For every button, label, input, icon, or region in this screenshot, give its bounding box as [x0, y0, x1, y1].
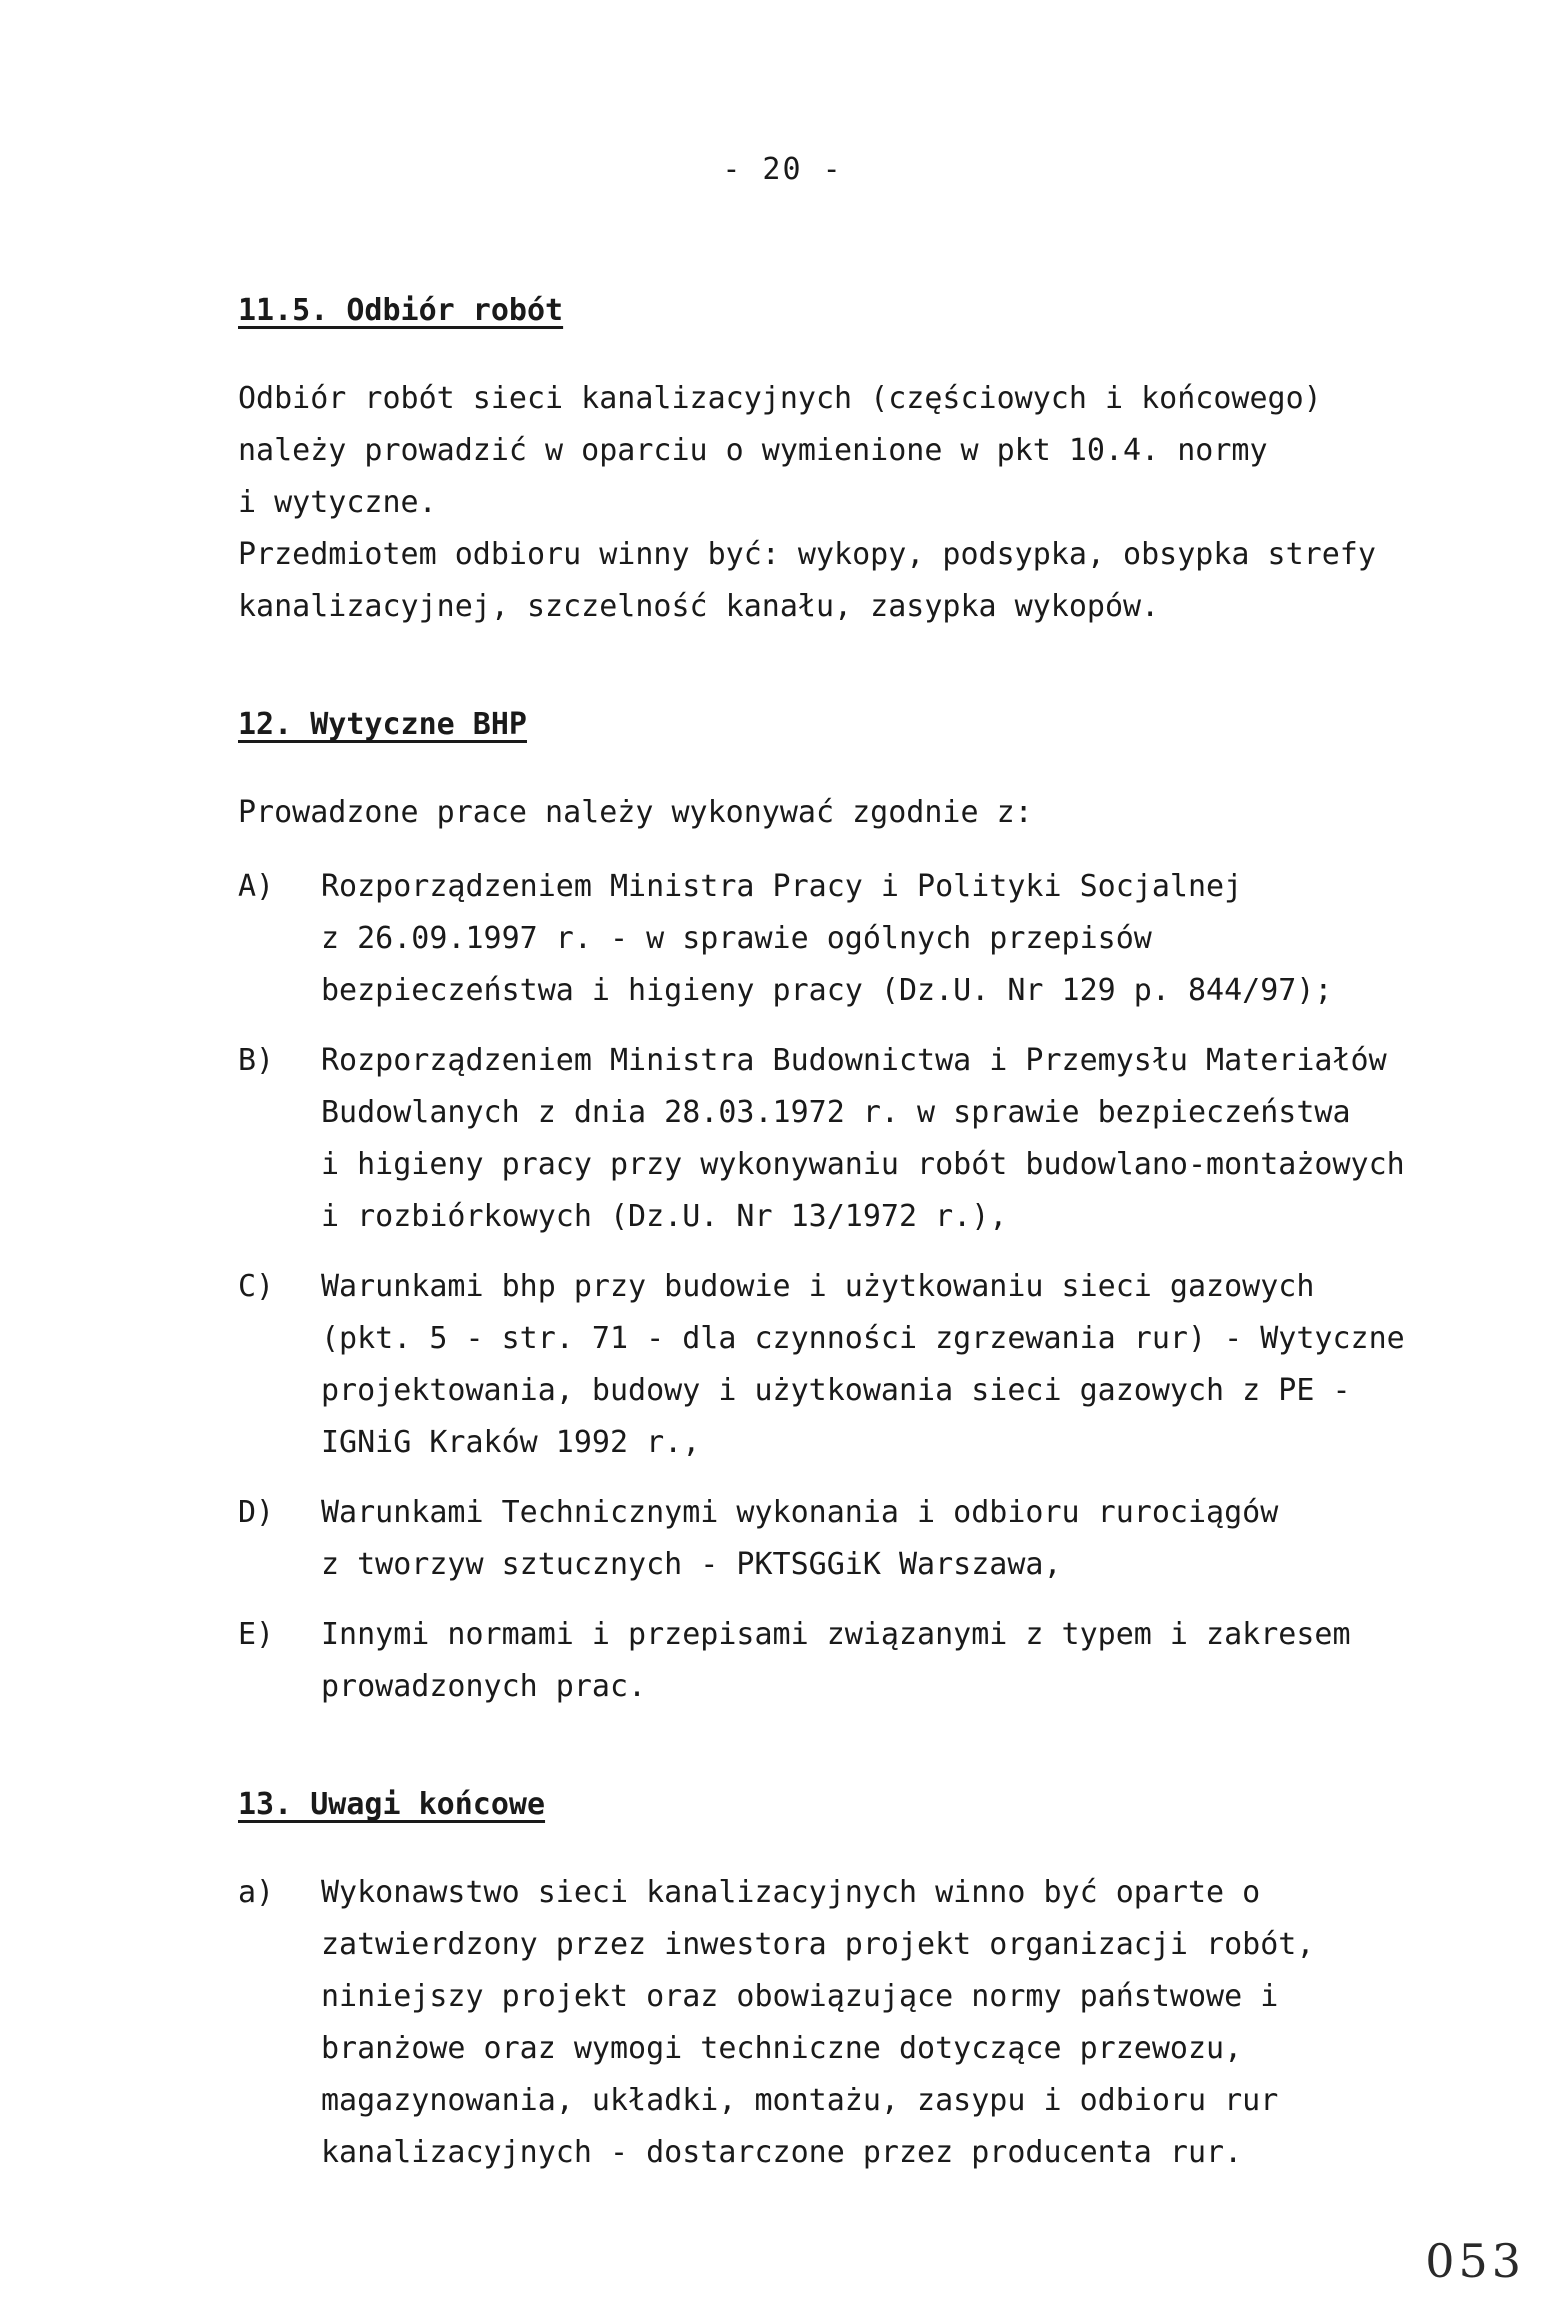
item-line: niniejszy projekt oraz obowiązujące normy państwowe i	[321, 1979, 1279, 2014]
page-stamp-number: 053	[1425, 2234, 1525, 2288]
item-line: i higieny pracy przy wykonywaniu robót budowlano-montażowych	[321, 1147, 1405, 1182]
section-intro-12: Prowadzone prace należy wykonywać zgodnie z:	[238, 795, 1033, 830]
list-item-label: a)	[238, 1875, 275, 1910]
list-item-label: B)	[238, 1043, 275, 1078]
item-line: prowadzonych prac.	[321, 1669, 647, 1704]
item-line: Rozporządzeniem Ministra Budownictwa i Przemysłu Materiałów	[321, 1043, 1387, 1078]
item-line: zatwierdzony przez inwestora projekt organizacji robót,	[321, 1927, 1315, 1962]
list-item-label: C)	[238, 1269, 275, 1304]
item-line: projektowania, budowy i użytkowania sieci gazowych z PE -	[321, 1373, 1351, 1408]
list-item-text	[321, 1609, 1538, 1713]
item-line: Warunkami bhp przy budowie i użytkowaniu sieci gazowych	[321, 1269, 1315, 1304]
list-item-text	[321, 861, 1538, 1017]
list-item-text	[321, 1261, 1538, 1469]
item-line: bezpieczeństwa i higieny pracy (Dz.U. Nr 129 p. 844/97);	[321, 973, 1333, 1008]
body-line: kanalizacyjnej, szczelność kanału, zasypka wykopów.	[238, 589, 1160, 624]
list-item-label: E)	[238, 1617, 275, 1652]
item-line: Innymi normami i przepisami związanymi z typem i zakresem	[321, 1617, 1351, 1652]
section-heading-12: 12. Wytyczne BHP	[238, 707, 527, 742]
list-item-label: A)	[238, 869, 275, 904]
body-line: i wytyczne.	[238, 485, 437, 520]
item-line: kanalizacyjnych - dostarczone przez producenta rur.	[321, 2135, 1243, 2170]
list-item-label: D)	[238, 1495, 275, 1530]
section-heading-13: 13. Uwagi końcowe	[238, 1787, 546, 1822]
item-line: Wykonawstwo sieci kanalizacyjnych winno być oparte o	[321, 1875, 1261, 1910]
section-heading-11-5: 11.5. Odbiór robót	[238, 293, 564, 328]
document-body	[238, 285, 1538, 2179]
list-item-text	[321, 1035, 1538, 1243]
list-item-13-a	[238, 1867, 1538, 2179]
list-item-text	[321, 1487, 1538, 1591]
item-line: i rozbiórkowych (Dz.U. Nr 13/1972 r.),	[321, 1199, 1008, 1234]
list-item-c	[238, 1261, 1538, 1469]
item-line: z 26.09.1997 r. - w sprawie ogólnych przepisów	[321, 921, 1152, 956]
item-line: Rozporządzeniem Ministra Pracy i Polityki Socjalnej	[321, 869, 1243, 904]
list-item-a	[238, 861, 1538, 1017]
section-body-11-5	[238, 373, 1538, 633]
body-line: należy prowadzić w oparciu o wymienione w pkt 10.4. normy	[238, 433, 1268, 468]
item-line: magazynowania, układki, montażu, zasypu i odbioru rur	[321, 2083, 1279, 2118]
body-line: Odbiór robót sieci kanalizacyjnych (częściowych i końcowego)	[238, 381, 1322, 416]
item-line: branżowe oraz wymogi techniczne dotyczące przewozu,	[321, 2031, 1243, 2066]
item-line: Warunkami Technicznymi wykonania i odbioru rurociągów	[321, 1495, 1279, 1530]
list-item-e	[238, 1609, 1538, 1713]
list-item-text	[321, 1867, 1538, 2179]
item-line: IGNiG Kraków 1992 r.,	[321, 1425, 701, 1460]
list-item-d	[238, 1487, 1538, 1591]
item-line: (pkt. 5 - str. 71 - dla czynności zgrzewania rur) - Wytyczne	[321, 1321, 1405, 1356]
list-item-b	[238, 1035, 1538, 1243]
body-line: Przedmiotem odbioru winny być: wykopy, podsypka, obsypka strefy	[238, 537, 1376, 572]
item-line: z tworzyw sztucznych - PKTSGGiK Warszawa,	[321, 1547, 1062, 1582]
item-line: Budowlanych z dnia 28.03.1972 r. w sprawie bezpieczeństwa	[321, 1095, 1351, 1130]
page-number: - 20 -	[722, 152, 843, 187]
